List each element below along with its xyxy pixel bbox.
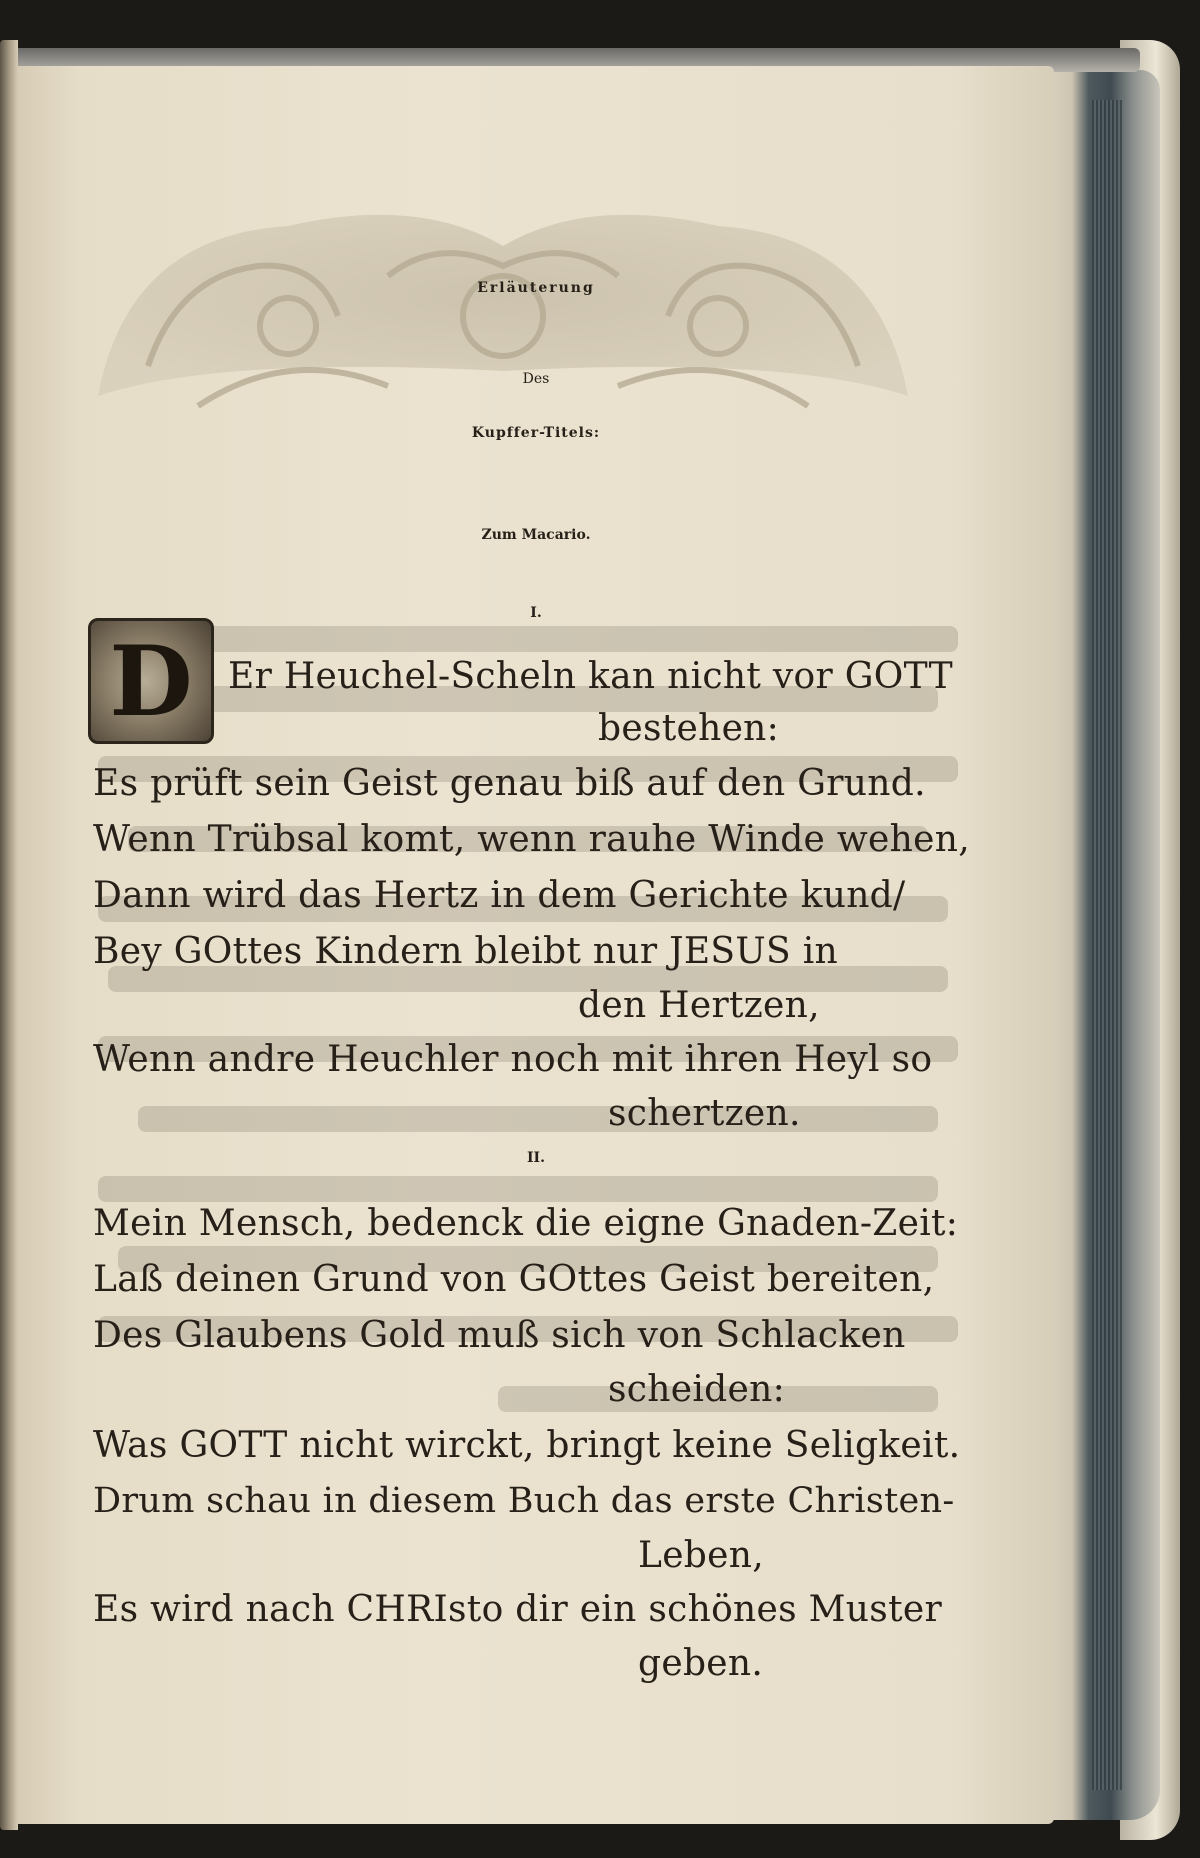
verse-line: Dann wird das Hertz in dem Gerichte kund/ xyxy=(93,875,906,916)
verse-line: Drum schau in diesem Buch das erste Christen- xyxy=(93,1481,955,1521)
title-article: Des xyxy=(522,371,550,387)
verse-line: Mein Mensch, bedenck die eigne Gnaden-Zeit: xyxy=(93,1203,959,1244)
verse-line: schertzen. xyxy=(608,1093,801,1134)
verse-line: Wenn andre Heuchler noch mit ihren Heyl so xyxy=(93,1039,933,1080)
verse-line: Es wird nach CHRIsto dir ein schönes Muster xyxy=(93,1589,942,1630)
stanza-numeral: II. xyxy=(527,1150,545,1166)
verse-line: geben. xyxy=(638,1643,764,1684)
verse-line: Laß deinen Grund von GOttes Geist bereiten, xyxy=(93,1259,935,1300)
book-page xyxy=(18,66,1054,1824)
verse-line: Wenn Trübsal komt, wenn rauhe Winde wehen, xyxy=(93,819,970,860)
book-binding xyxy=(0,40,18,1830)
verse-line: bestehen: xyxy=(598,708,780,749)
verse-line: Bey GOttes Kindern bleibt nur JESUS in xyxy=(93,931,839,972)
verse-line: scheiden: xyxy=(608,1369,786,1410)
title-subtitle: Zum Macario. xyxy=(481,527,591,543)
verse-line: Er Heuchel-Scheln kan nicht vor GOTT xyxy=(228,656,953,697)
verse-line: Des Glaubens Gold muß sich von Schlacken xyxy=(93,1315,906,1356)
verse-line: den Hertzen, xyxy=(578,985,820,1026)
decorated-initial: D xyxy=(88,618,214,744)
stanza-numeral: I. xyxy=(530,605,542,621)
verse-line: Leben, xyxy=(638,1535,764,1576)
verse-line: Was GOTT nicht wirckt, bringt keine Seligkeit. xyxy=(93,1425,961,1466)
title-main: Kupffer-Titels: xyxy=(471,425,601,441)
verse-line: Es prüft sein Geist genau biß auf den Grund. xyxy=(93,763,926,804)
page-block-edge xyxy=(1050,70,1160,1820)
page-title: Erläuterung xyxy=(477,280,595,296)
